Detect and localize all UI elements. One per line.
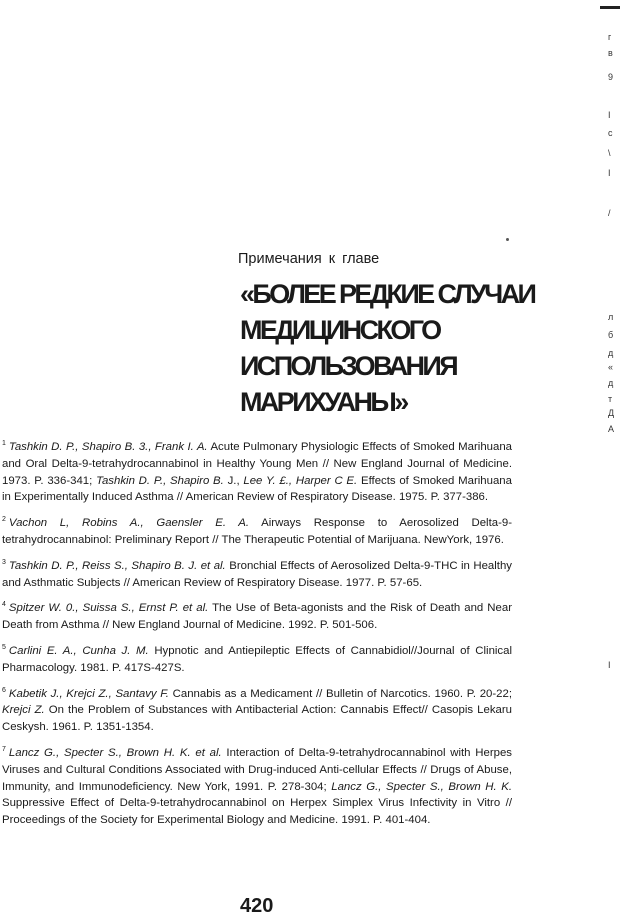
note-authors: Lancz G., Specter S., Brown H. K. et al.	[8, 746, 222, 759]
margin-glyph: «	[608, 362, 614, 372]
note-authors: Lee Y. £., Harper C E.	[243, 474, 358, 487]
margin-glyph: \	[608, 148, 611, 158]
margin-glyph: д	[608, 378, 614, 388]
note-item	[2, 555, 512, 592]
note-number: 2	[2, 516, 6, 524]
chapter-notes-intro: Примечания к главе	[238, 251, 380, 267]
note-text: Airways Response to Aerosolized Delta-9-tetrahydrocannabinol: Preliminary Report // The Therapeutic Potential of Marijuana. NewYork, 1976.	[2, 517, 512, 546]
note-item	[2, 640, 512, 677]
margin-glyph: г	[608, 32, 612, 42]
note-text: Interaction of Delta-9-tetrahydrocannabinol with Herpes Viruses and Cultural Conditions Associated with Drug-induced Anti-cellular Effects // Drugs of Abuse, Immunity, and Immunodeficiency. New York, 1991. P. 278-304;	[2, 746, 512, 793]
note-text: J.,	[227, 474, 240, 487]
note-text: Bronchial Effects of Aerosolized Delta-9-THC in Healthy and Asthmatic Subjects // American Review of Respiratory Disease. 1977. P. 57-65.	[2, 559, 512, 589]
note-text: Hypnotic and Antiepileptic Effects of Cannabidiol//Journal of Clinical Pharmacology. 1981. P. 417S-427S.	[2, 644, 512, 674]
margin-glyph: I	[608, 168, 611, 178]
note-item	[2, 742, 512, 829]
note-authors: Tashkin D. P., Reiss S., Shapiro B. J. et al.	[8, 559, 226, 572]
note-text: On the Problem of Substances with Antibacterial Action: Cannabis Effect// Casopis Lekaru Ceskysh. 1961. P. 1351-1354.	[2, 704, 512, 734]
margin-glyph: 9	[608, 72, 614, 82]
margin-glyph: д	[608, 348, 614, 358]
note-number: 4	[2, 601, 6, 609]
note-authors: Krejci Z.	[2, 704, 45, 717]
chapter-title-line: «БОЛЕЕ РЕДКИЕ СЛУЧАИ	[240, 279, 535, 309]
note-number: 7	[2, 745, 6, 753]
note-authors: Kabetik J., Krejci Z., Santavy F.	[8, 687, 169, 700]
chapter-title-line: МАРИХУАНЫ»	[240, 387, 407, 417]
note-authors: Spitzer W. 0., Suissa S., Ernst P. et al.	[8, 602, 209, 615]
margin-glyph: б	[608, 330, 614, 340]
adjacent-page-margin	[604, 0, 620, 918]
note-text: Effects of Smoked Marihuana in Experimentally Induced Asthma // American Review of Respiratory Disease. 1975. P. 377-386.	[2, 474, 512, 504]
note-authors: Tashkin D. P., Shapiro B.	[96, 474, 224, 487]
margin-glyph: с	[608, 128, 613, 138]
margin-glyph: /	[608, 208, 611, 218]
note-item	[2, 436, 512, 506]
margin-glyph: т	[608, 394, 613, 404]
note-item	[2, 597, 512, 634]
chapter-title	[240, 276, 535, 420]
note-number: 5	[2, 643, 6, 651]
note-text: Suppressive Effect of Delta-9-tetrahydrocannabinol on Herpex Simplex Virus Infectivity in Vitro // Proceedings of the Society for Experimental Biology and Medicine. 1991. P. 401-404.	[2, 797, 512, 827]
chapter-title-line: МЕДИЦИНСКОГО	[240, 315, 440, 345]
page-number: 420	[240, 895, 274, 917]
margin-glyph: I	[608, 660, 611, 670]
chapter-title-line: ИСПОЛЬЗОВАНИЯ	[240, 351, 457, 381]
note-number: 6	[2, 686, 6, 694]
notes-list	[2, 436, 512, 835]
note-authors: Carlini E. A., Cunha J. M.	[8, 644, 149, 657]
note-text: Cannabis as a Medicament // Bulletin of Narcotics. 1960. P. 20-22;	[172, 687, 512, 700]
note-item	[2, 512, 512, 549]
note-text: The Use of Beta-agonists and the Risk of Death and Near Death from Asthma // New England Journal of Medicine. 1992. P. 501-506.	[2, 602, 512, 632]
margin-glyph: I	[608, 110, 611, 120]
note-authors: Lancz G., Specter S., Brown H. K.	[331, 780, 512, 793]
margin-glyph: А	[608, 424, 615, 434]
note-number: 3	[2, 558, 6, 566]
scan-speck	[506, 238, 509, 241]
margin-glyph: в	[608, 48, 613, 58]
margin-glyph: л	[608, 312, 614, 322]
note-item	[2, 683, 512, 736]
note-text: Acute Pulmonary Physiologic Effects of Smoked Marihuana and Oral Delta-9-tetrahydrocannabinol in Healthy Young Men // New England Journal of Medicine. 1973. P. 336-341;	[2, 441, 512, 487]
note-authors: Tashkin D. P., Shapiro B. 3., Frank I. A.	[8, 441, 208, 453]
note-number: 1	[2, 440, 6, 447]
note-authors: Vachon L, Robins A., Gaensler E. A.	[8, 517, 250, 530]
margin-glyph: Д	[608, 408, 615, 418]
